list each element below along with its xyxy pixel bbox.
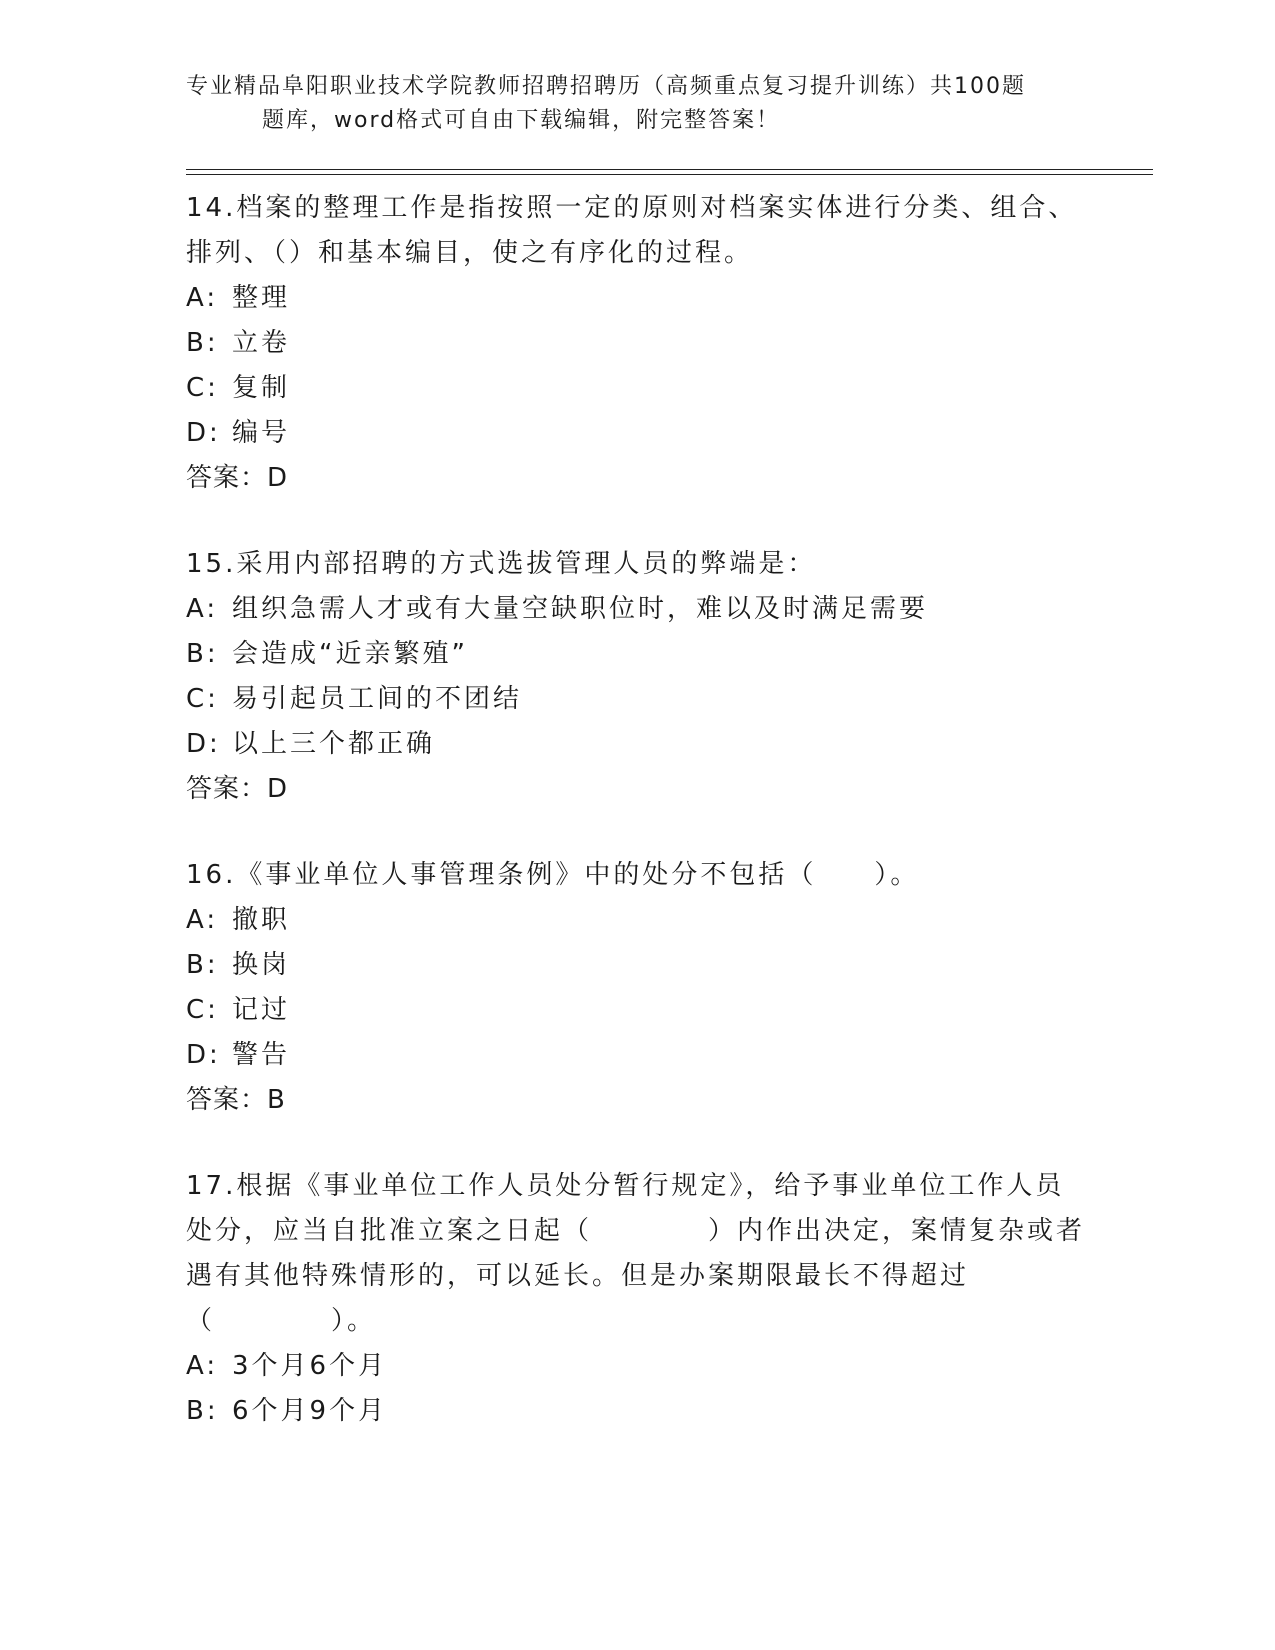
option-letter: B: [186, 1396, 219, 1426]
option-letter: D: [186, 729, 221, 759]
header-title-line-1: 专业精品阜阳职业技术学院教师招聘招聘历（高频重点复习提升训练）共100题 [186, 74, 1026, 99]
option-text: 6个月9个月 [232, 1396, 388, 1426]
question-stem: 17.根据《事业单位工作人员处分暂行规定》，给予事业单位工作人员处分，应当自批准立案之日起（ ）内作出决定，案情复杂或者遇有其他特殊情形的，可以延长。但是办案期限最长不得超过（ ）。 [186, 1171, 1086, 1336]
header-rule-top [186, 169, 1153, 170]
option-text: 整理 [232, 283, 291, 313]
option-a [186, 587, 1086, 632]
option-d [186, 411, 1086, 456]
option-text: 记过 [232, 995, 291, 1025]
option-letter: B: [186, 328, 219, 358]
option-letter: B: [186, 639, 219, 669]
option-b [186, 632, 1086, 677]
option-b [186, 1389, 1086, 1434]
question-list [186, 186, 1086, 1475]
document-header [186, 70, 1086, 138]
option-letter: B: [186, 950, 219, 980]
option-b [186, 321, 1086, 366]
option-c [186, 677, 1086, 722]
option-text: 易引起员工间的不团结 [232, 684, 523, 714]
answer-line: 答案：D [186, 463, 289, 493]
option-c [186, 366, 1086, 411]
option-d [186, 1033, 1086, 1078]
option-text: 撤职 [232, 905, 291, 935]
question-stem: 15.采用内部招聘的方式选拔管理人员的弊端是： [186, 549, 817, 579]
option-letter: C: [186, 995, 219, 1025]
question-stem: 14.档案的整理工作是指按照一定的原则对档案实体进行分类、组合、排列、（）和基本编目，使之有序化的过程。 [186, 193, 1078, 268]
option-text: 3个月6个月 [232, 1351, 388, 1381]
option-text: 会造成“近亲繁殖” [232, 639, 468, 669]
question-17 [186, 1164, 1086, 1434]
option-d [186, 722, 1086, 767]
option-letter: D: [186, 418, 221, 448]
option-letter: A: [186, 905, 219, 935]
header-rule-bottom [186, 174, 1153, 175]
option-text: 立卷 [232, 328, 291, 358]
option-letter: C: [186, 684, 219, 714]
option-b [186, 943, 1086, 988]
answer-line: 答案：B [186, 1085, 286, 1115]
option-letter: D: [186, 1040, 221, 1070]
question-stem: 16.《事业单位人事管理条例》中的处分不包括（ ）。 [186, 860, 920, 890]
option-letter: A: [186, 594, 219, 624]
option-a [186, 276, 1086, 321]
option-a [186, 1344, 1086, 1389]
option-text: 警告 [232, 1040, 291, 1070]
option-text: 换岗 [232, 950, 291, 980]
question-15 [186, 542, 1086, 812]
header-title-line-2: 题库，word格式可自由下载编辑，附完整答案！ [262, 108, 781, 133]
question-16 [186, 853, 1086, 1123]
option-letter: A: [186, 283, 219, 313]
answer-line: 答案：D [186, 774, 289, 804]
option-letter: A: [186, 1351, 219, 1381]
option-a [186, 898, 1086, 943]
option-c [186, 988, 1086, 1033]
option-text: 编号 [232, 418, 291, 448]
question-14 [186, 186, 1086, 501]
option-text: 以上三个都正确 [232, 729, 436, 759]
option-text: 组织急需人才或有大量空缺职位时，难以及时满足需要 [232, 594, 929, 624]
option-text: 复制 [232, 373, 291, 403]
option-letter: C: [186, 373, 219, 403]
